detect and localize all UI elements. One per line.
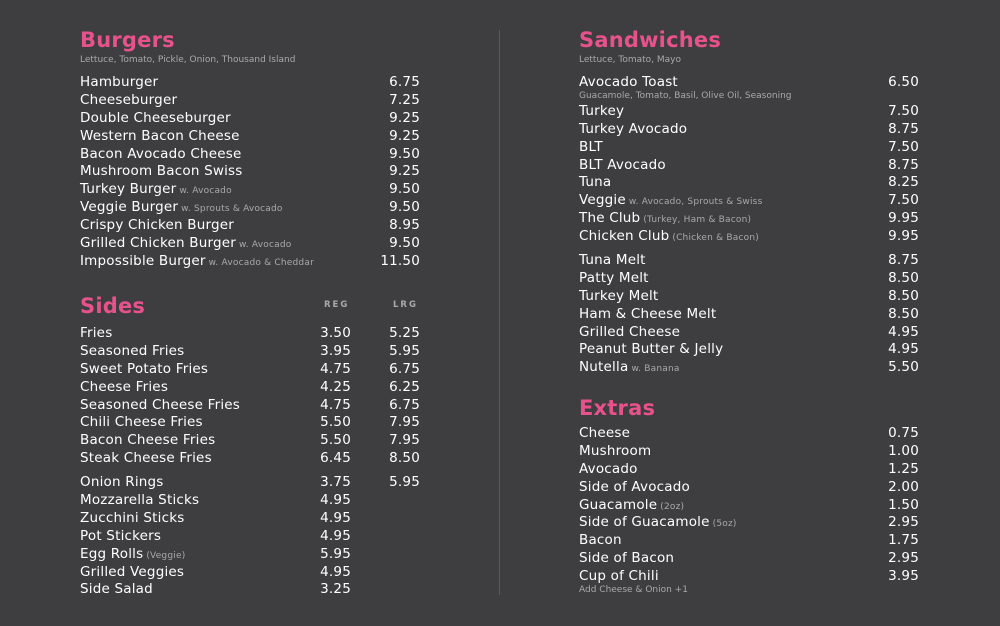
item-name-text: Tuna Melt bbox=[579, 252, 646, 269]
menu-item bbox=[579, 210, 924, 228]
item-note: (Chicken & Bacon) bbox=[672, 233, 759, 244]
item-price-large: 6.25 bbox=[389, 378, 420, 395]
item-price-regular: 3.50 bbox=[320, 325, 351, 341]
menu-item bbox=[579, 306, 924, 324]
sides-list-more bbox=[80, 474, 425, 599]
item-price: 6.50 bbox=[888, 74, 919, 90]
item-price-large: 8.50 bbox=[389, 450, 420, 467]
item-price-large: 7.95 bbox=[389, 432, 420, 449]
menu-item bbox=[579, 497, 924, 515]
item-name bbox=[80, 397, 240, 415]
item-name bbox=[579, 359, 680, 379]
menu-item bbox=[80, 199, 425, 217]
item-name bbox=[579, 550, 674, 568]
item-note: w. Avocado, Sprouts & Swiss bbox=[628, 197, 763, 208]
item-price-large: 5.25 bbox=[389, 325, 420, 341]
item-name bbox=[579, 252, 646, 270]
menu-item bbox=[579, 550, 924, 568]
item-price-large: 6.75 bbox=[389, 396, 420, 413]
item-price: 11.50 bbox=[380, 252, 420, 269]
burger-list bbox=[80, 74, 425, 271]
menu-item bbox=[80, 581, 425, 599]
item-price-regular: 4.95 bbox=[320, 527, 351, 544]
menu-item bbox=[579, 359, 924, 377]
item-price-regular: 5.50 bbox=[320, 414, 351, 431]
item-name-text: Pot Stickers bbox=[80, 527, 162, 544]
menu-item bbox=[80, 92, 425, 110]
item-name bbox=[80, 217, 234, 235]
item-price: 9.95 bbox=[888, 228, 919, 245]
item-name bbox=[80, 492, 199, 510]
item-name-text: Side of Guacamole bbox=[579, 514, 710, 531]
item-price: 9.50 bbox=[389, 181, 420, 198]
item-name-text: Mushroom bbox=[579, 442, 652, 459]
menu-item bbox=[80, 564, 425, 582]
item-name bbox=[579, 288, 658, 306]
menu-item bbox=[579, 74, 924, 92]
item-name bbox=[579, 425, 630, 443]
item-name-text: Sweet Potato Fries bbox=[80, 360, 209, 377]
item-name-text: Turkey bbox=[579, 102, 625, 119]
item-price-regular: 4.95 bbox=[320, 563, 351, 580]
item-price-large: 5.95 bbox=[389, 342, 420, 359]
item-note: w. Sprouts & Avocado bbox=[181, 204, 283, 215]
sandwiches-heading: Sandwiches bbox=[579, 28, 722, 52]
item-name-text: Cheese bbox=[579, 425, 631, 441]
item-name bbox=[579, 228, 759, 248]
item-name bbox=[579, 157, 666, 175]
item-name-text: Veggie Burger bbox=[80, 199, 179, 216]
menu-item bbox=[579, 532, 924, 550]
menu-item bbox=[80, 217, 425, 235]
item-name bbox=[80, 92, 177, 110]
item-price: 9.25 bbox=[389, 109, 420, 126]
item-name bbox=[579, 121, 687, 139]
item-name-text: Chicken Club bbox=[579, 228, 670, 245]
item-price-regular: 5.50 bbox=[320, 432, 351, 449]
item-price: 9.25 bbox=[389, 127, 420, 144]
item-name-text: Cheese Fries bbox=[80, 378, 169, 395]
sandwich-list-melts bbox=[579, 252, 924, 377]
item-name-text: Western Bacon Cheese bbox=[80, 127, 240, 144]
item-price-regular: 4.95 bbox=[320, 509, 351, 526]
item-name-text: Veggie bbox=[579, 192, 626, 209]
item-name bbox=[80, 361, 208, 379]
item-price: 8.95 bbox=[389, 217, 420, 234]
item-name bbox=[579, 139, 603, 157]
item-name bbox=[579, 461, 638, 479]
burgers-section bbox=[80, 28, 425, 271]
item-price: 7.25 bbox=[389, 91, 420, 108]
menu-item bbox=[579, 514, 924, 532]
item-price: 7.50 bbox=[888, 192, 919, 209]
item-name-text: Bacon bbox=[579, 532, 622, 549]
item-name bbox=[579, 479, 690, 497]
sandwiches-subtitle: Lettuce, Tomato, Mayo bbox=[579, 55, 681, 65]
sides-lrg-header: LRG bbox=[393, 300, 418, 310]
item-price: 7.50 bbox=[888, 102, 919, 119]
item-price-large: 6.75 bbox=[389, 360, 420, 377]
item-note: (2oz) bbox=[660, 501, 685, 512]
item-price: 4.95 bbox=[888, 323, 919, 340]
sandwich-list bbox=[579, 103, 924, 246]
item-name bbox=[80, 343, 184, 361]
item-name bbox=[80, 146, 242, 164]
sandwiches-section bbox=[579, 28, 924, 377]
menu-item bbox=[80, 361, 425, 379]
item-name bbox=[80, 110, 231, 128]
item-name-text: Turkey Avocado bbox=[579, 120, 688, 137]
menu-item bbox=[80, 163, 425, 181]
menu-item bbox=[579, 174, 924, 192]
item-price: 0.75 bbox=[888, 425, 919, 441]
item-price-regular: 6.45 bbox=[320, 450, 351, 467]
item-price-regular: 4.75 bbox=[320, 396, 351, 413]
extras-section bbox=[579, 396, 924, 597]
item-price: 8.75 bbox=[888, 156, 919, 173]
item-name: Avocado Toast bbox=[579, 74, 678, 90]
item-price-regular: 3.25 bbox=[320, 581, 351, 598]
menu-item bbox=[579, 252, 924, 270]
item-name bbox=[80, 528, 161, 546]
sides-list bbox=[80, 325, 425, 468]
menu-item bbox=[80, 450, 425, 468]
item-name-text: BLT Avocado bbox=[579, 156, 666, 173]
item-note: w. Avocado bbox=[179, 186, 232, 197]
menu-item bbox=[80, 146, 425, 164]
item-name-text: Seasoned Fries bbox=[80, 342, 185, 359]
menu-item bbox=[80, 397, 425, 415]
item-name-text: Cup of Chili bbox=[579, 568, 659, 585]
menu-item bbox=[80, 235, 425, 253]
item-name bbox=[579, 443, 651, 461]
item-name-text: Hamburger bbox=[80, 74, 159, 90]
item-price: 1.00 bbox=[888, 442, 919, 459]
menu-item bbox=[80, 181, 425, 199]
item-name bbox=[579, 568, 659, 586]
item-price-regular: 4.75 bbox=[320, 360, 351, 377]
item-price: 9.50 bbox=[389, 235, 420, 252]
item-price-regular: 3.75 bbox=[320, 474, 351, 491]
item-name-text: Seasoned Cheese Fries bbox=[80, 396, 241, 413]
item-name-text: Crispy Chicken Burger bbox=[80, 217, 235, 234]
item-note: w. Banana bbox=[631, 364, 680, 375]
menu-item bbox=[579, 157, 924, 175]
menu-item bbox=[579, 568, 924, 586]
item-name-text: BLT bbox=[579, 138, 603, 155]
item-price: 8.50 bbox=[888, 305, 919, 322]
item-name-text: Bacon Cheese Fries bbox=[80, 432, 216, 449]
sides-section bbox=[80, 294, 425, 599]
item-name bbox=[80, 432, 215, 450]
item-price: 8.50 bbox=[888, 287, 919, 304]
item-name-text: Patty Melt bbox=[579, 269, 649, 286]
item-name-text: The Club bbox=[579, 210, 641, 227]
sides-heading: Sides bbox=[80, 294, 146, 318]
item-name-text: Turkey Melt bbox=[579, 287, 659, 304]
item-name bbox=[579, 341, 723, 359]
item-name-text: Grilled Veggies bbox=[80, 563, 185, 580]
item-name bbox=[80, 325, 112, 343]
item-name-text: Side of Bacon bbox=[579, 550, 675, 567]
burgers-heading: Burgers bbox=[80, 28, 175, 52]
item-name bbox=[80, 379, 168, 397]
menu-item bbox=[80, 492, 425, 510]
item-name-text: Avocado bbox=[579, 460, 638, 477]
burgers-subtitle: Lettuce, Tomato, Pickle, Onion, Thousand Island bbox=[80, 55, 296, 65]
menu-item bbox=[579, 288, 924, 306]
item-price-regular: 5.95 bbox=[320, 545, 351, 562]
item-name-text: Cheeseburger bbox=[80, 91, 178, 108]
menu-item bbox=[579, 139, 924, 157]
item-price: 3.95 bbox=[888, 568, 919, 585]
menu-item bbox=[80, 546, 425, 564]
menu-item bbox=[579, 270, 924, 288]
item-price-large: 5.95 bbox=[389, 474, 420, 491]
menu-item bbox=[80, 128, 425, 146]
menu-item bbox=[579, 341, 924, 359]
item-detail: Guacamole, Tomato, Basil, Olive Oil, Seasoning bbox=[579, 90, 792, 101]
item-price: 8.25 bbox=[888, 174, 919, 191]
menu-item bbox=[579, 461, 924, 479]
item-name-text: Double Cheeseburger bbox=[80, 109, 231, 126]
item-name bbox=[579, 174, 611, 192]
item-name bbox=[579, 306, 716, 324]
menu-item bbox=[579, 443, 924, 461]
item-note: (5oz) bbox=[712, 519, 737, 530]
menu-item bbox=[579, 228, 924, 246]
item-name bbox=[80, 581, 153, 599]
item-name-text: Mozzarella Sticks bbox=[80, 492, 200, 509]
extras-list bbox=[579, 425, 924, 586]
item-name-text: Impossible Burger bbox=[80, 252, 206, 269]
menu-item bbox=[579, 192, 924, 210]
item-name-text: Grilled Chicken Burger bbox=[80, 235, 237, 252]
item-name-text: Egg Rolls bbox=[80, 545, 144, 562]
item-name-text: Steak Cheese Fries bbox=[80, 450, 212, 467]
menu-item bbox=[80, 325, 425, 343]
menu-item bbox=[80, 474, 425, 492]
item-name bbox=[80, 474, 164, 492]
item-price: 9.95 bbox=[888, 210, 919, 227]
item-name bbox=[80, 128, 240, 146]
menu-item bbox=[579, 425, 924, 443]
item-note: w. Avocado bbox=[239, 240, 292, 251]
item-name bbox=[579, 270, 649, 288]
item-name bbox=[80, 414, 203, 432]
menu-item bbox=[80, 510, 425, 528]
item-price-large: 7.95 bbox=[389, 414, 420, 431]
column-divider bbox=[499, 30, 500, 595]
item-name-text: Nutella bbox=[579, 359, 629, 376]
item-name-text: Mushroom Bacon Swiss bbox=[80, 163, 243, 180]
item-name-text: Grilled Cheese bbox=[579, 323, 681, 340]
item-price: 6.75 bbox=[389, 74, 420, 90]
item-name-text: Zucchini Sticks bbox=[80, 509, 185, 526]
item-price: 9.25 bbox=[389, 163, 420, 180]
menu-item bbox=[80, 74, 425, 92]
item-name-text: Side Salad bbox=[80, 581, 153, 598]
item-name-text: Bacon Avocado Cheese bbox=[80, 145, 242, 162]
item-name bbox=[80, 564, 184, 582]
item-name bbox=[80, 450, 212, 468]
item-price: 1.75 bbox=[888, 532, 919, 549]
item-price-regular: 3.95 bbox=[320, 342, 351, 359]
menu-item bbox=[579, 121, 924, 139]
item-price: 2.95 bbox=[888, 550, 919, 567]
item-name bbox=[80, 253, 314, 273]
item-name-text: Tuna bbox=[579, 174, 612, 191]
menu-item bbox=[579, 324, 924, 342]
item-name bbox=[579, 324, 680, 342]
item-name bbox=[579, 532, 622, 550]
item-name-text: Side of Avocado bbox=[579, 478, 691, 495]
extras-footnote: Add Cheese & Onion +1 bbox=[579, 585, 688, 596]
item-price: 1.25 bbox=[888, 460, 919, 477]
item-price-regular: 4.25 bbox=[320, 378, 351, 395]
item-name-text: Chili Cheese Fries bbox=[80, 414, 203, 431]
item-price: 4.95 bbox=[888, 341, 919, 358]
item-price: 7.50 bbox=[888, 138, 919, 155]
item-price: 1.50 bbox=[888, 496, 919, 513]
item-price: 8.75 bbox=[888, 120, 919, 137]
item-price: 8.75 bbox=[888, 252, 919, 269]
item-note: w. Avocado & Cheddar bbox=[208, 257, 314, 268]
item-price: 9.50 bbox=[389, 199, 420, 216]
extras-heading: Extras bbox=[579, 396, 656, 420]
item-price: 8.50 bbox=[888, 269, 919, 286]
item-name-text: Turkey Burger bbox=[80, 181, 177, 198]
item-name bbox=[80, 74, 158, 92]
menu-item bbox=[80, 110, 425, 128]
menu-item bbox=[80, 432, 425, 450]
item-name bbox=[579, 103, 624, 121]
item-name-text: Guacamole bbox=[579, 496, 658, 513]
item-name bbox=[80, 510, 184, 528]
item-price: 2.95 bbox=[888, 514, 919, 531]
item-name bbox=[80, 163, 243, 181]
menu-item bbox=[579, 479, 924, 497]
item-price: 2.00 bbox=[888, 478, 919, 495]
menu-item bbox=[80, 414, 425, 432]
menu-item bbox=[80, 379, 425, 397]
item-name-text: Fries bbox=[80, 325, 113, 341]
menu-item bbox=[80, 343, 425, 361]
item-note: (Turkey, Ham & Bacon) bbox=[643, 215, 752, 226]
menu-item bbox=[579, 103, 924, 121]
sides-reg-header: REG bbox=[324, 300, 350, 310]
item-name-text: Ham & Cheese Melt bbox=[579, 305, 717, 322]
item-price-regular: 4.95 bbox=[320, 492, 351, 509]
item-name-text: Onion Rings bbox=[80, 474, 164, 491]
menu-item bbox=[80, 528, 425, 546]
item-price: 9.50 bbox=[389, 145, 420, 162]
item-note: (Veggie) bbox=[146, 550, 186, 561]
item-name-text: Peanut Butter & Jelly bbox=[579, 341, 724, 358]
item-price: 5.50 bbox=[888, 359, 919, 376]
menu-item bbox=[80, 253, 425, 271]
